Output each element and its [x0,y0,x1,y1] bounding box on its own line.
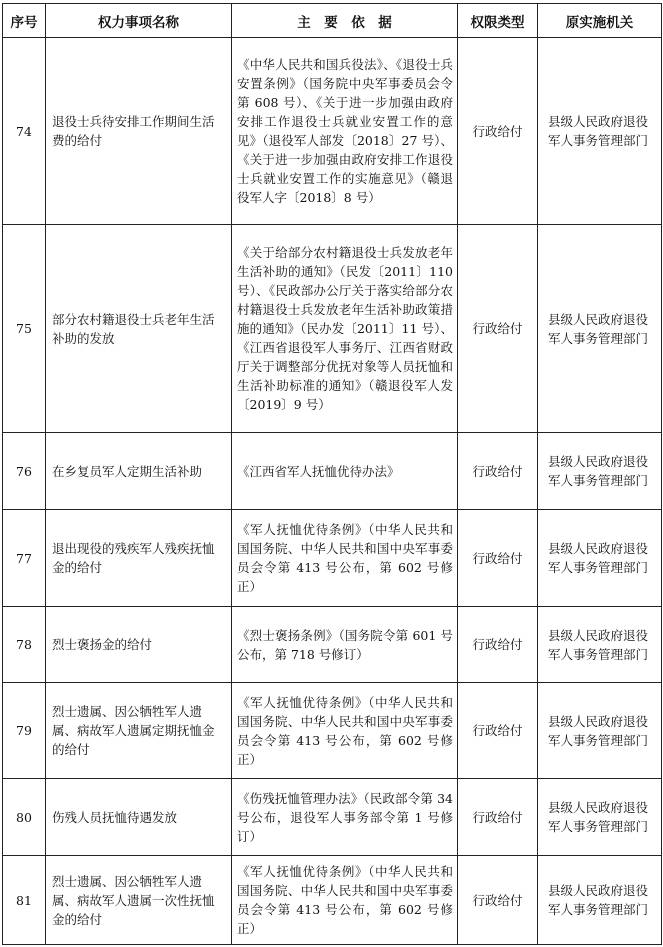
table-row [3,856,662,945]
row-type: 行政给付 [458,607,538,683]
row-basis: 《江西省军人抚恤优待办法》 [232,433,458,510]
row-name: 部分农村籍退役士兵老年生活补助的发放 [46,225,232,433]
row-name: 退役士兵待安排工作期间生活费的给付 [46,38,232,225]
table-header-row [3,4,662,38]
row-num: 78 [3,607,46,683]
row-basis: 《中华人民共和国兵役法》、《退役士兵安置条例》（国务院中央军事委员会令第 608 号）、《关于进一步加强由政府安排工作退役士兵就业安置工作的意见》（退役军人部发〔2018〕27 号）、《关于进一步加强由政府安排工作退役士兵就业安置工作的实施意见》（赣退役军人字〔2018〕8 号） [232,38,458,225]
table-row [3,225,662,433]
row-name: 在乡复员军人定期生活补助 [46,433,232,510]
row-basis: 《伤残抚恤管理办法》（民政部令第 34 号公布，退役军人事务部令第 1 号修订） [232,779,458,856]
row-agency: 县级人民政府退役军人事务管理部门 [538,38,662,225]
row-basis: 《军人抚恤优待条例》（中华人民共和国国务院、中华人民共和国中央军事委员会令第 413 号公布，第 602 号修正） [232,683,458,779]
header-basis: 主 要 依 据 [232,4,458,38]
row-type: 行政给付 [458,433,538,510]
row-type: 行政给付 [458,38,538,225]
row-agency: 县级人民政府退役军人事务管理部门 [538,683,662,779]
row-name: 退出现役的残疾军人残疾抚恤金的给付 [46,510,232,607]
row-num: 77 [3,510,46,607]
row-agency: 县级人民政府退役军人事务管理部门 [538,225,662,433]
row-num: 74 [3,38,46,225]
header-name: 权力事项名称 [46,4,232,38]
row-agency: 县级人民政府退役军人事务管理部门 [538,856,662,945]
row-basis: 《关于给部分农村籍退役士兵发放老年生活补助的通知》（民发〔2011〕110 号）、《民政部办公厅关于落实给部分农村籍退役士兵发放老年生活补助政策措施的通知》（民办发〔2011〕11 号）、《江西省退役军人事务厅、江西省财政厅关于调整部分优抚对象等人员抚恤和生活补助标准的通知》（赣退役军人发〔2019〕9 号） [232,225,458,433]
row-num: 81 [3,856,46,945]
table-row [3,38,662,225]
table-row [3,433,662,510]
row-basis: 《军人抚恤优待条例》（中华人民共和国国务院、中华人民共和国中央军事委员会令第 413 号公布，第 602 号修正） [232,510,458,607]
table-row [3,510,662,607]
row-num: 75 [3,225,46,433]
table-row [3,683,662,779]
header-type: 权限类型 [458,4,538,38]
row-basis: 《军人抚恤优待条例》（中华人民共和国国务院、中华人民共和国中央军事委员会令第 413 号公布，第 602 号修正） [232,856,458,945]
row-agency: 县级人民政府退役军人事务管理部门 [538,607,662,683]
row-agency: 县级人民政府退役军人事务管理部门 [538,779,662,856]
row-type: 行政给付 [458,779,538,856]
header-num: 序号 [3,4,46,38]
row-num: 80 [3,779,46,856]
row-type: 行政给付 [458,856,538,945]
row-name: 烈士遗属、因公牺牲军人遗属、病故军人遗属一次性抚恤金的给付 [46,856,232,945]
row-type: 行政给付 [458,683,538,779]
row-name: 烈士褒扬金的给付 [46,607,232,683]
row-name: 伤残人员抚恤待遇发放 [46,779,232,856]
row-agency: 县级人民政府退役军人事务管理部门 [538,510,662,607]
table-row [3,779,662,856]
header-agency: 原实施机关 [538,4,662,38]
row-type: 行政给付 [458,225,538,433]
row-type: 行政给付 [458,510,538,607]
row-basis: 《烈士褒扬条例》（国务院令第 601 号公布，第 718 号修订） [232,607,458,683]
table-row [3,607,662,683]
power-items-table [2,3,662,945]
row-num: 79 [3,683,46,779]
row-num: 76 [3,433,46,510]
row-agency: 县级人民政府退役军人事务管理部门 [538,433,662,510]
row-name: 烈士遗属、因公牺牲军人遗属、病故军人遗属定期抚恤金的给付 [46,683,232,779]
